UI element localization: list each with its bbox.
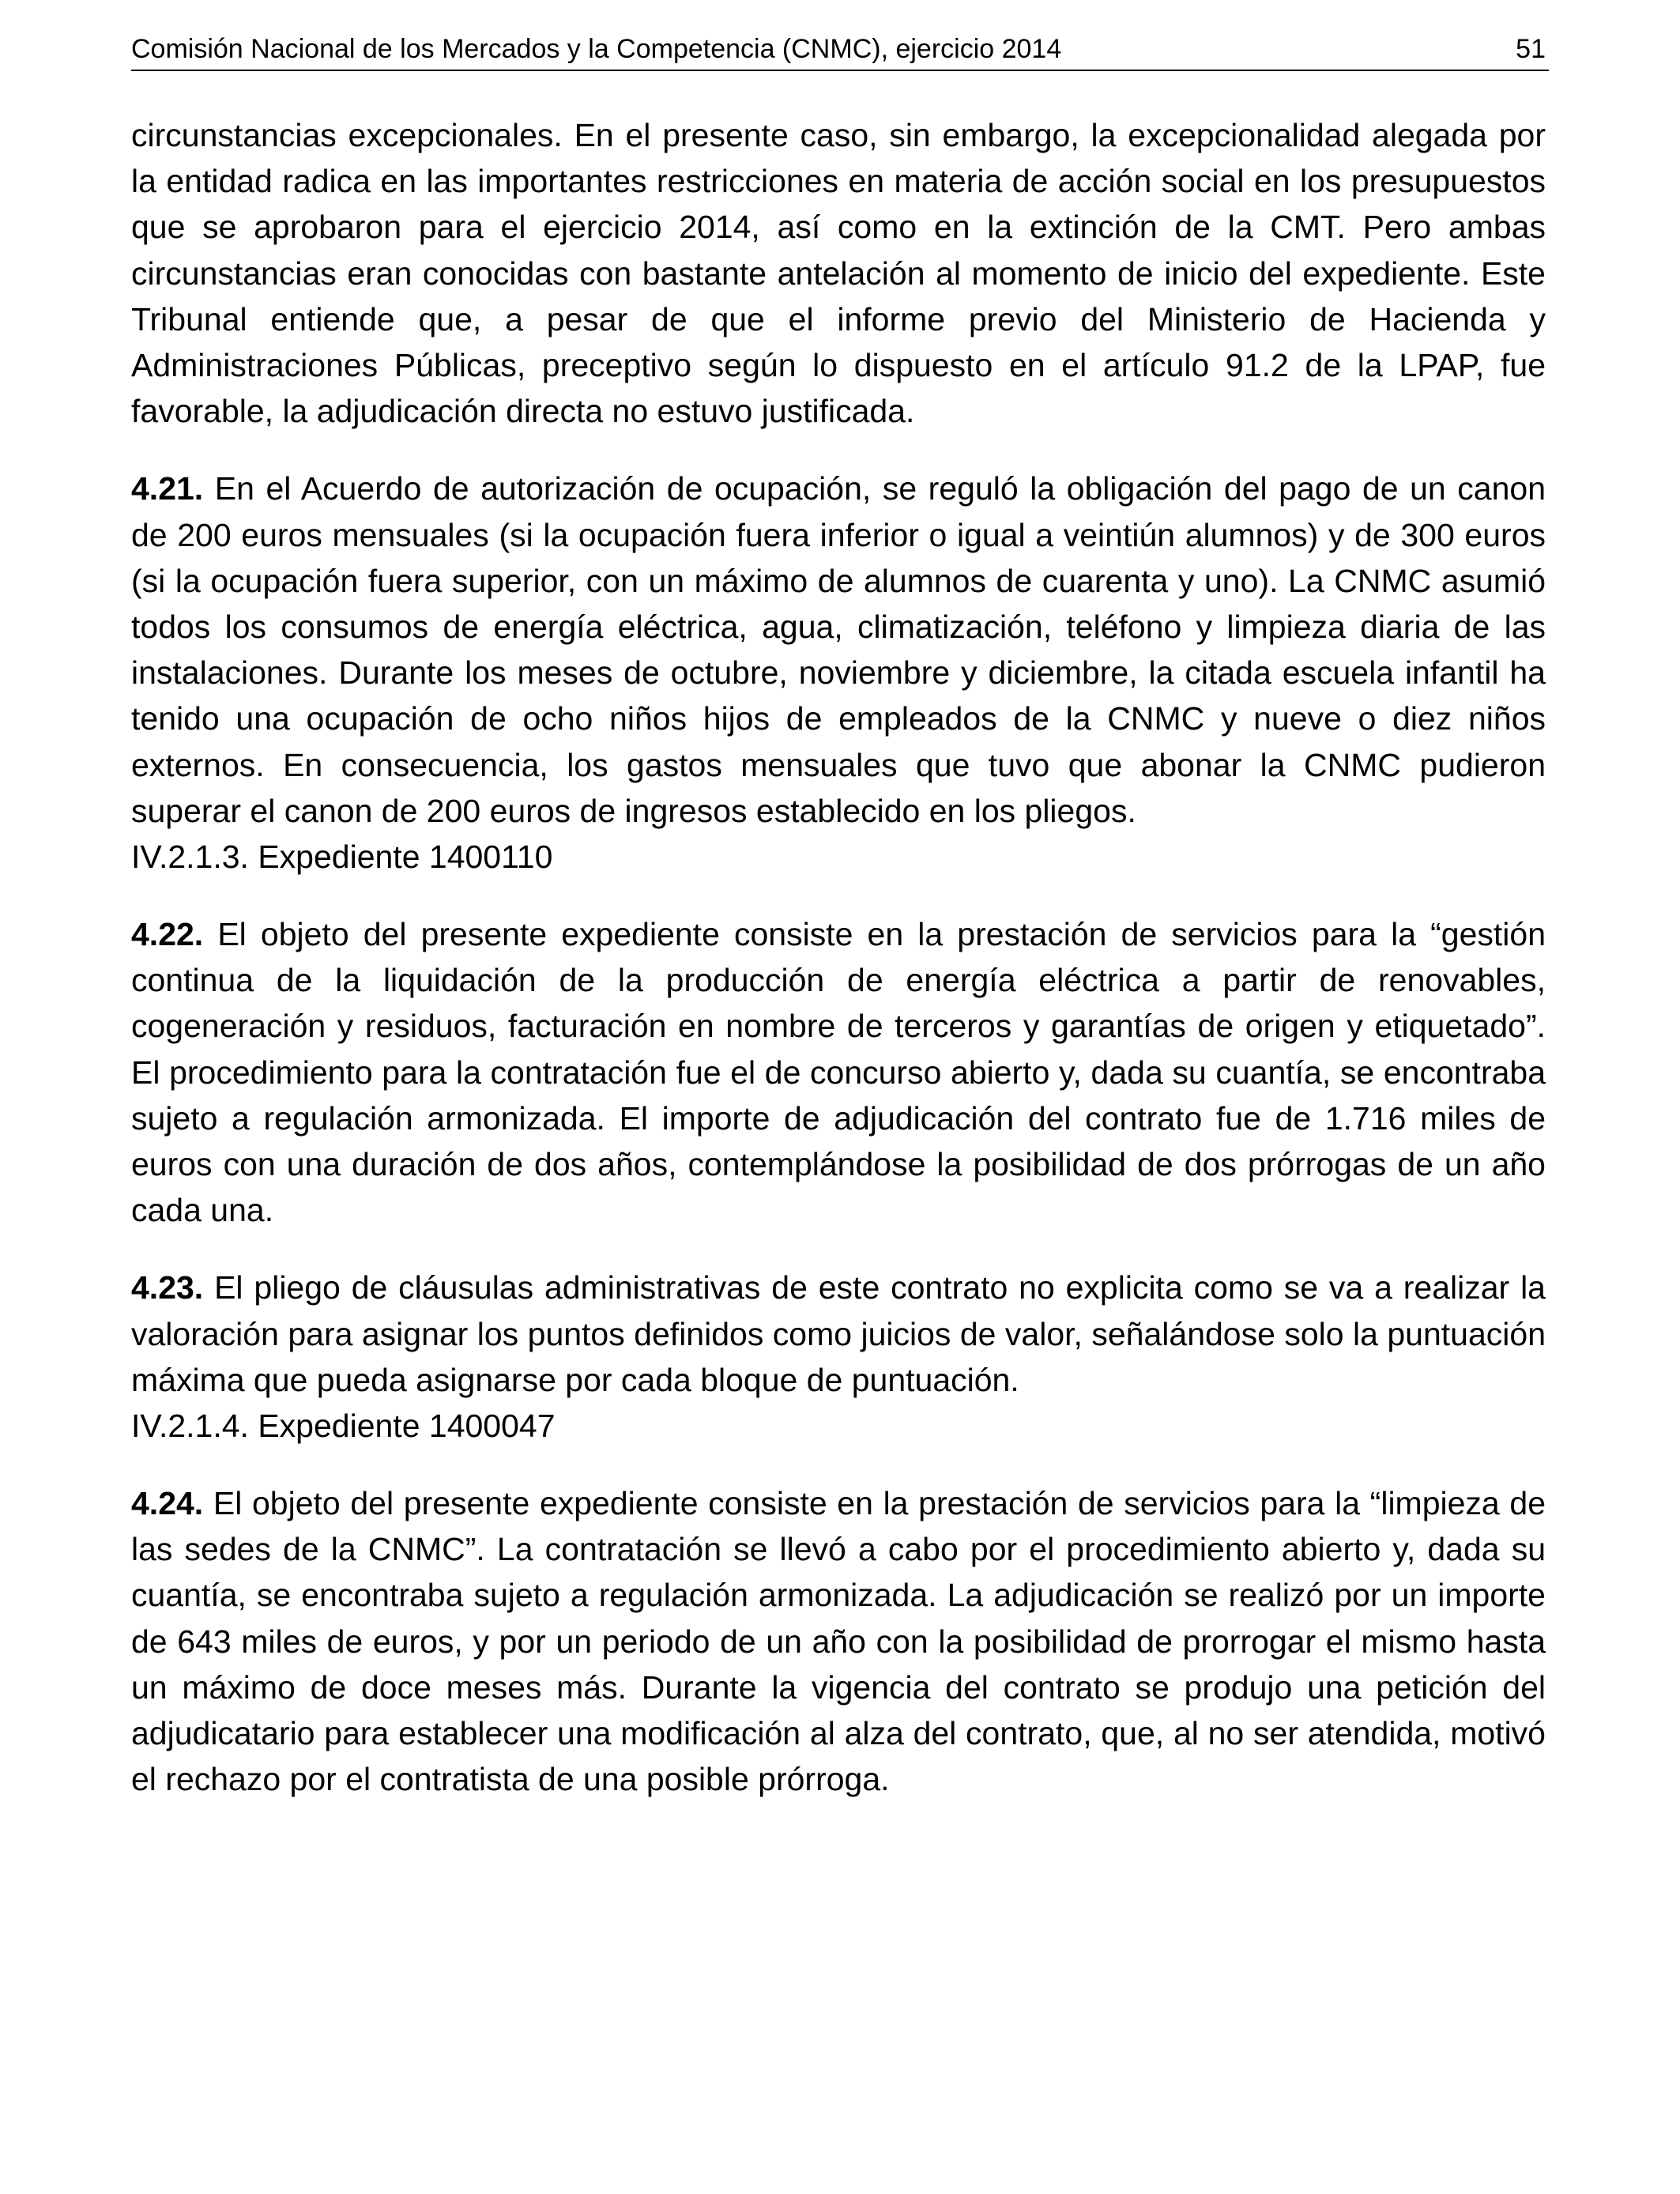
paragraph-4-24	[131, 1480, 1546, 1802]
paragraph-continuation: circunstancias excepcionales. En el presente caso, sin embargo, la excepcionalidad alegada por la entidad radica en las importantes restricciones en materia de acción social en los presupuestos que se aprobaron para el ejercicio 2014, así como en la extinción de la CMT. Pero ambas circunstancias eran conocidas con bastante antelación al momento de inicio del expediente. Este Tribunal entiende que, a pesar de que el informe previo del Ministerio de Hacienda y Administraciones Públicas, preceptivo según lo dispuesto en el artículo 91.2 de la LPAP, fue favorable, la adjudicación directa no estuvo justificada.	[131, 117, 1546, 430]
section-heading-expediente-1400110: IV.2.1.3. Expediente 1400110	[131, 839, 553, 876]
paragraph-number: 4.23.	[131, 1269, 204, 1306]
header-title: Comisión Nacional de los Mercados y la Competencia (CNMC), ejercicio 2014	[131, 34, 1062, 64]
document-body	[131, 112, 1546, 1803]
paragraph-text: En el Acuerdo de autorización de ocupación, se reguló la obligación del pago de un canon de 200 euros mensuales (si la ocupación fuera inferior o igual a veintiún alumnos) y de 300 euros (si la ocupación fuera superior, con un máximo de alumnos de cuarenta y uno). La CNMC asumió todos los consumos de energía eléctrica, agua, climatización, teléfono y limpieza diaria de las instalaciones. Durante los meses de octubre, noviembre y diciembre, la citada escuela infantil ha tenido una ocupación de ocho niños hijos de empleados de la CNMC y nueve o diez niños externos. En consecuencia, los gastos mensuales que tuvo que abonar la CNMC pudieron superar el canon de 200 euros de ingresos establecido en los pliegos.	[131, 470, 1546, 829]
section-heading-expediente-1400047: IV.2.1.4. Expediente 1400047	[131, 1408, 556, 1445]
paragraph-4-21	[131, 466, 1546, 834]
paragraph-number: 4.21.	[131, 470, 204, 507]
paragraph-4-22	[131, 911, 1546, 1233]
paragraph-text: El pliego de cláusulas administrativas de este contrato no explicita como se va a realizar la valoración para asignar los puntos definidos como juicios de valor, señalándose solo la puntuación máxima que pueda asignarse por cada bloque de puntuación.	[131, 1269, 1546, 1398]
page-header	[131, 30, 1549, 71]
paragraph-text: El objeto del presente expediente consiste en la prestación de servicios para la “limpieza de las sedes de la CNMC”. La contratación se llevó a cabo por el procedimiento abierto y, dada su cuantía, se encontraba sujeto a regulación armonizada. La adjudicación se realizó por un importe de 643 miles de euros, y por un periodo de un año con la posibilidad de prorrogar el mismo hasta un máximo de doce meses más. Durante la vigencia del contrato se produjo una petición del adjudicatario para establecer una modificación al alza del contrato, que, al no ser atendida, motivó el rechazo por el contratista de una posible prórroga.	[131, 1485, 1546, 1798]
paragraph-number: 4.22.	[131, 916, 204, 953]
paragraph-text: El objeto del presente expediente consiste en la prestación de servicios para la “gestión continua de la liquidación de la producción de energía eléctrica a partir de renovables, cogeneración y residuos, facturación en nombre de terceros y garantías de origen y etiquetado”. El procedimiento para la contratación fue el de concurso abierto y, dada su cuantía, se encontraba sujeto a regulación armonizada. El importe de adjudicación del contrato fue de 1.716 miles de euros con una duración de dos años, contemplándose la posibilidad de dos prórrogas de un año cada una.	[131, 916, 1546, 1229]
page-number: 51	[1516, 34, 1546, 64]
paragraph-number: 4.24.	[131, 1485, 204, 1522]
paragraph-4-23	[131, 1265, 1546, 1403]
